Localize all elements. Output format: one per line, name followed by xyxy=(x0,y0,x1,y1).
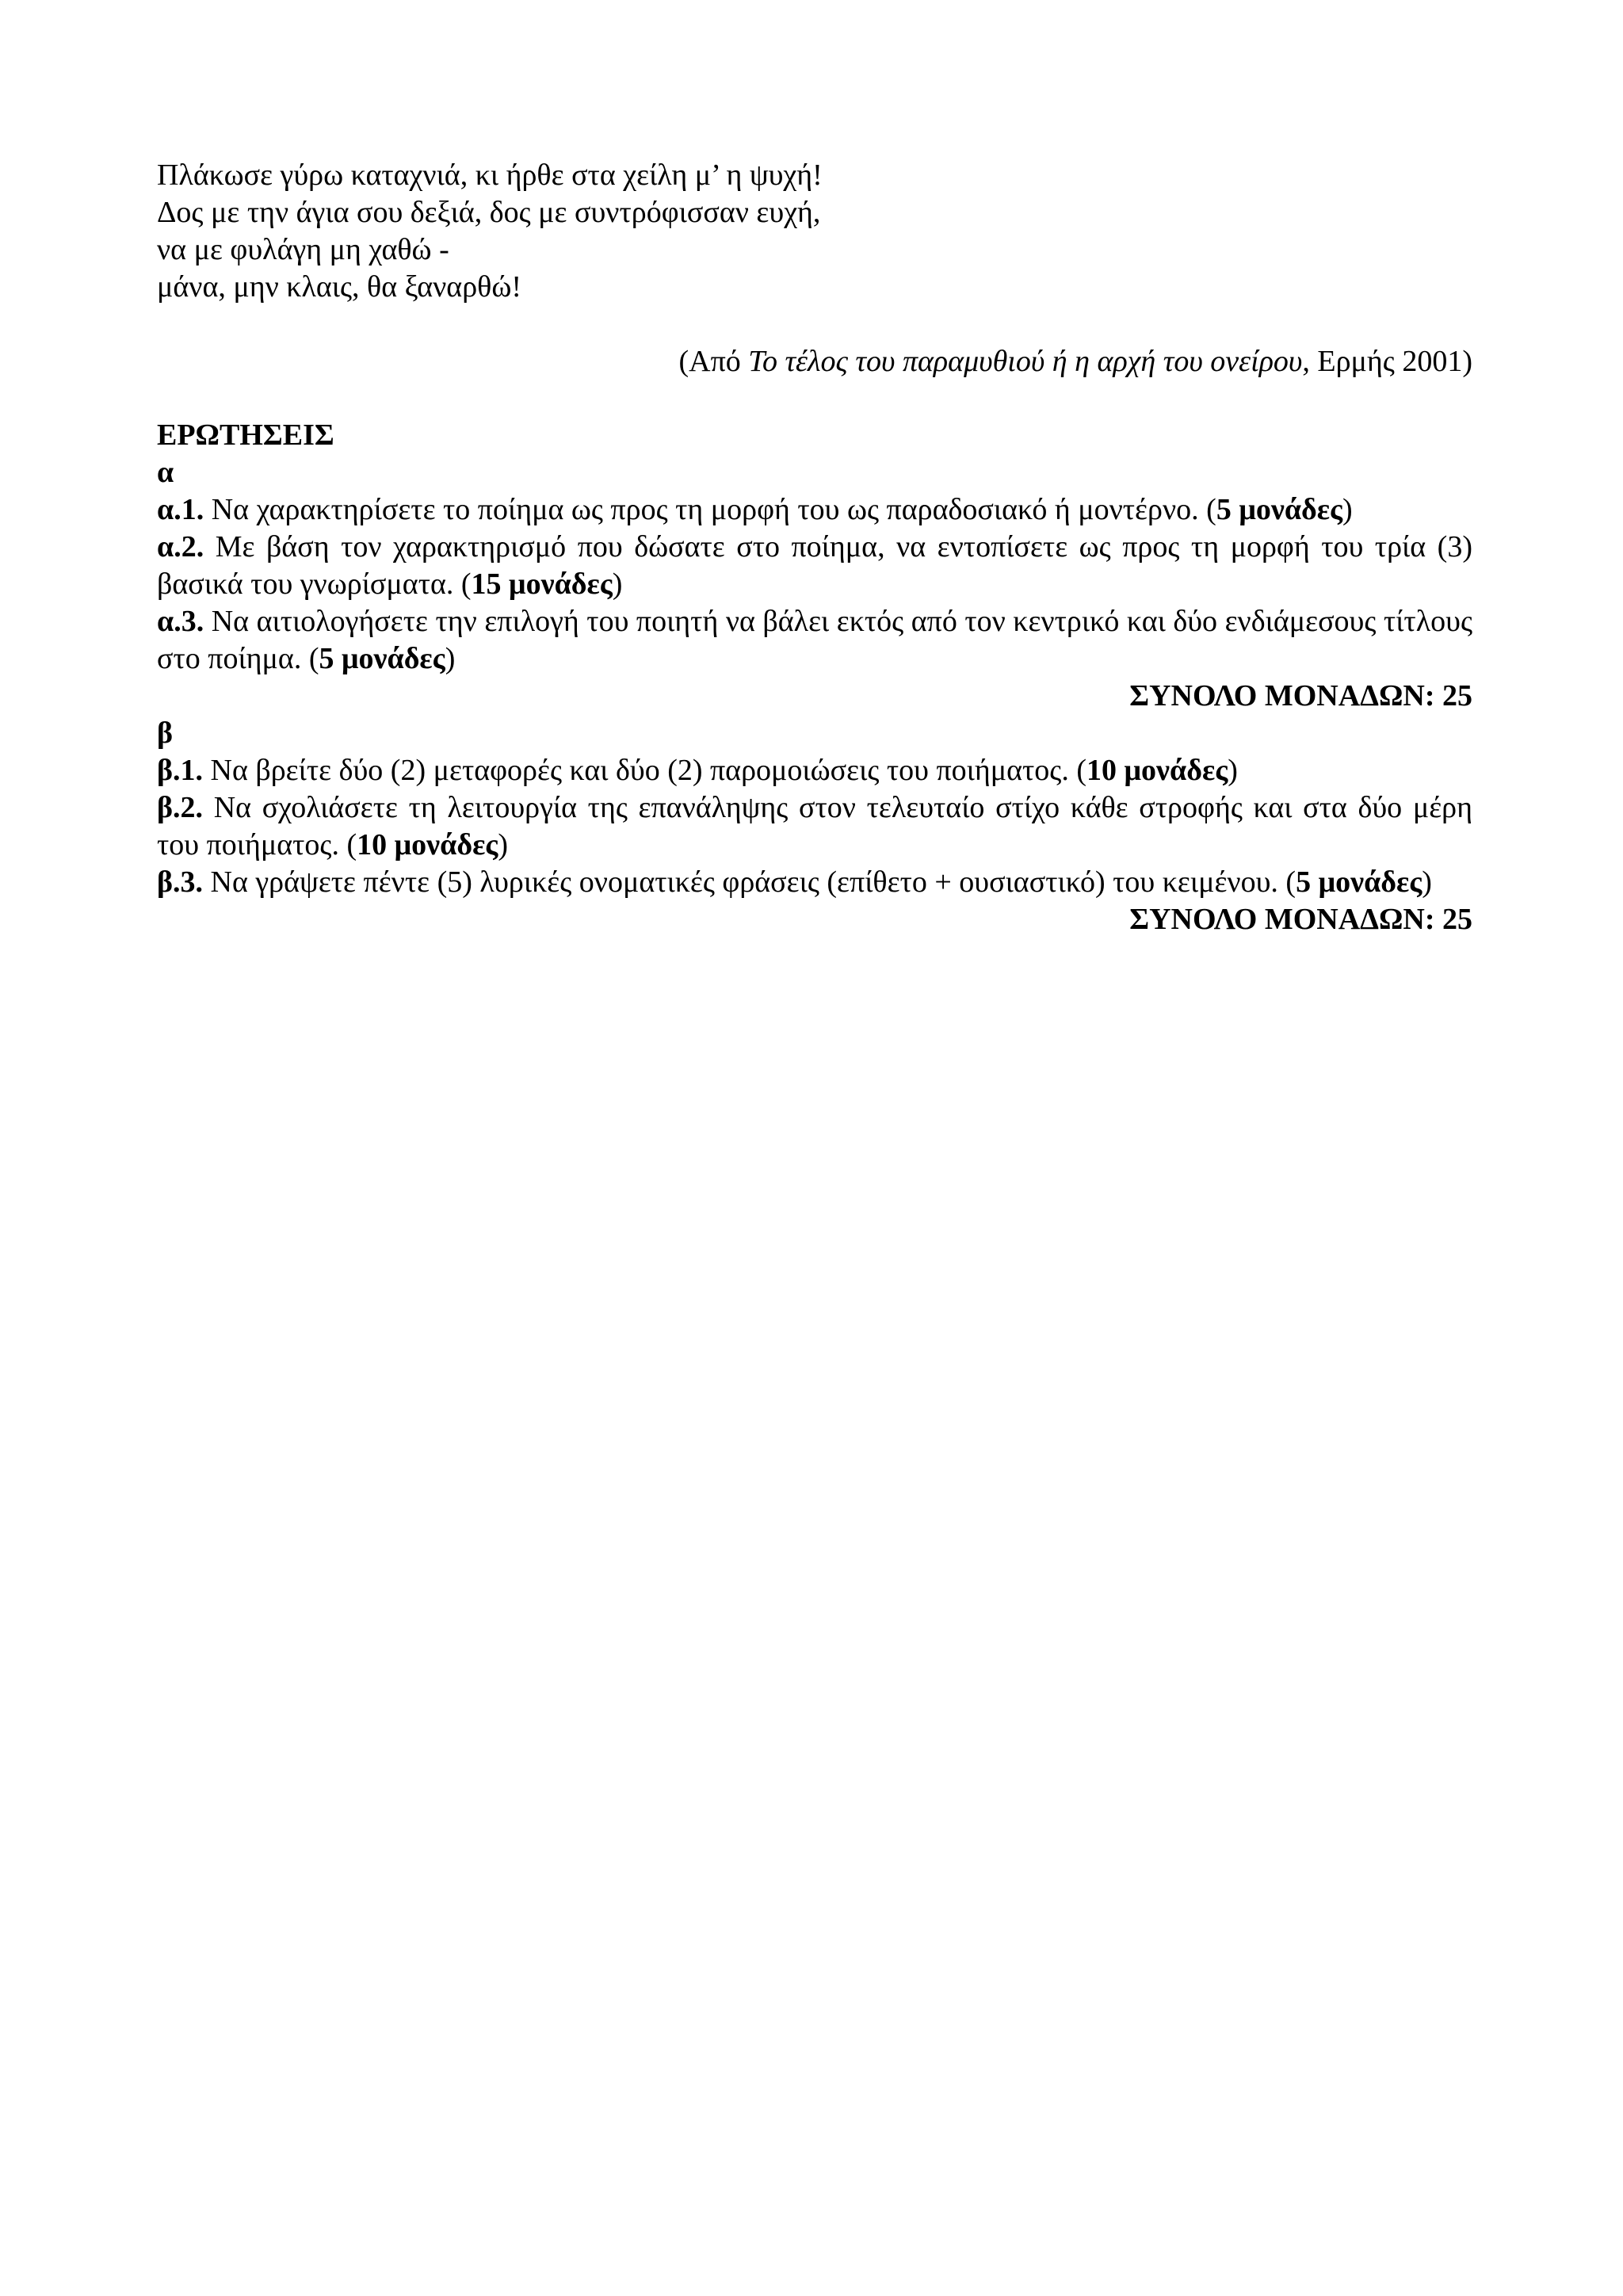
poem-line: να με φυλάγη μη χαθώ - xyxy=(157,233,449,266)
source-suffix: , Ερμής 2001) xyxy=(1302,345,1472,378)
question-close-paren: ) xyxy=(612,567,623,601)
question-number: β.1. xyxy=(157,754,204,787)
poem-line: Πλάκωσε γύρω καταχνιά, κι ήρθε στα χείλη μ’ η ψυχή! xyxy=(157,159,823,192)
question-b3 xyxy=(157,864,1472,901)
question-close-paren: ) xyxy=(445,642,456,675)
question-marks-label: μονάδες xyxy=(1311,865,1423,899)
question-close-paren: ) xyxy=(1228,754,1238,787)
question-marks-label: μονάδες xyxy=(501,567,613,601)
question-b2 xyxy=(157,789,1472,864)
question-number: β.2. xyxy=(157,791,204,824)
document-page xyxy=(157,157,1472,938)
question-close-paren: ) xyxy=(1342,493,1353,526)
source-book-title: Το τέλος του παραμυθιού ή η αρχή του ονείρου xyxy=(748,345,1303,378)
section-a-total: ΣΥΝΟΛΟ ΜΟΝΑΔΩΝ: 25 xyxy=(1129,679,1472,712)
question-marks-label: μονάδες xyxy=(334,642,445,675)
questions-heading: ΕΡΩΤΗΣΕΙΣ xyxy=(157,418,334,452)
question-marks-label: μονάδες xyxy=(1231,493,1343,526)
question-marks-number: 10 xyxy=(1086,754,1117,787)
poem-line: Δος με την άγια σου δεξιά, δος με συντρόφισσαν ευχή, xyxy=(157,196,821,229)
question-text: Να βρείτε δύο (2) μεταφορές και δύο (2) παρομοιώσεις του ποιήματος. ( xyxy=(203,754,1087,787)
question-marks-number: 5 xyxy=(1216,493,1232,526)
question-text: Με βάση τον χαρακτηρισμό που δώσατε στο ποίημα, να εντοπίσετε ως προς τη μορφή του τρία (3) βασικά του γνωρίσματα. ( xyxy=(157,530,1472,601)
poem-source-citation xyxy=(157,343,1472,380)
question-close-paren: ) xyxy=(498,828,508,861)
source-prefix: (Από xyxy=(678,345,749,378)
question-number: α.2. xyxy=(157,530,204,563)
question-text: Να αιτιολογήσετε την επιλογή του ποιητή να βάλει εκτός από τον κεντρικό και δύο ενδιάμεσους τίτλους στο ποίημα. ( xyxy=(157,605,1472,675)
question-text: Να χαρακτηρίσετε το ποίημα ως προς τη μορφή του ως παραδοσιακό ή μοντέρνο. ( xyxy=(204,493,1216,526)
question-b1 xyxy=(157,752,1472,789)
question-marks-number: 10 xyxy=(357,828,388,861)
question-marks-label: μονάδες xyxy=(387,828,498,861)
poem-stanza xyxy=(157,157,1472,306)
question-marks-number: 15 xyxy=(471,567,502,601)
question-marks-number: 5 xyxy=(1296,865,1312,899)
section-b-letter: β xyxy=(157,716,174,750)
question-number: α.3. xyxy=(157,605,204,638)
question-text: Να σχολιάσετε τη λειτουργία της επανάληψης στον τελευταίο στίχο κάθε στροφής και στα δύο μέρη του ποιήματος. ( xyxy=(157,791,1472,861)
question-close-paren: ) xyxy=(1422,865,1432,899)
section-b-total: ΣΥΝΟΛΟ ΜΟΝΑΔΩΝ: 25 xyxy=(1129,903,1472,936)
question-text: Να γράψετε πέντε (5) λυρικές ονοματικές φράσεις (επίθετο + ουσιαστικό) του κειμένου. ( xyxy=(203,865,1296,899)
section-a-letter: α xyxy=(157,456,174,489)
poem-line: μάνα, μην κλαις, θα ξαναρθώ! xyxy=(157,270,522,304)
question-number: β.3. xyxy=(157,865,204,899)
question-marks-number: 5 xyxy=(319,642,334,675)
question-marks-label: μονάδες xyxy=(1117,754,1228,787)
question-a2 xyxy=(157,529,1472,603)
question-a3 xyxy=(157,603,1472,678)
question-number: α.1. xyxy=(157,493,204,526)
question-a1 xyxy=(157,491,1472,529)
